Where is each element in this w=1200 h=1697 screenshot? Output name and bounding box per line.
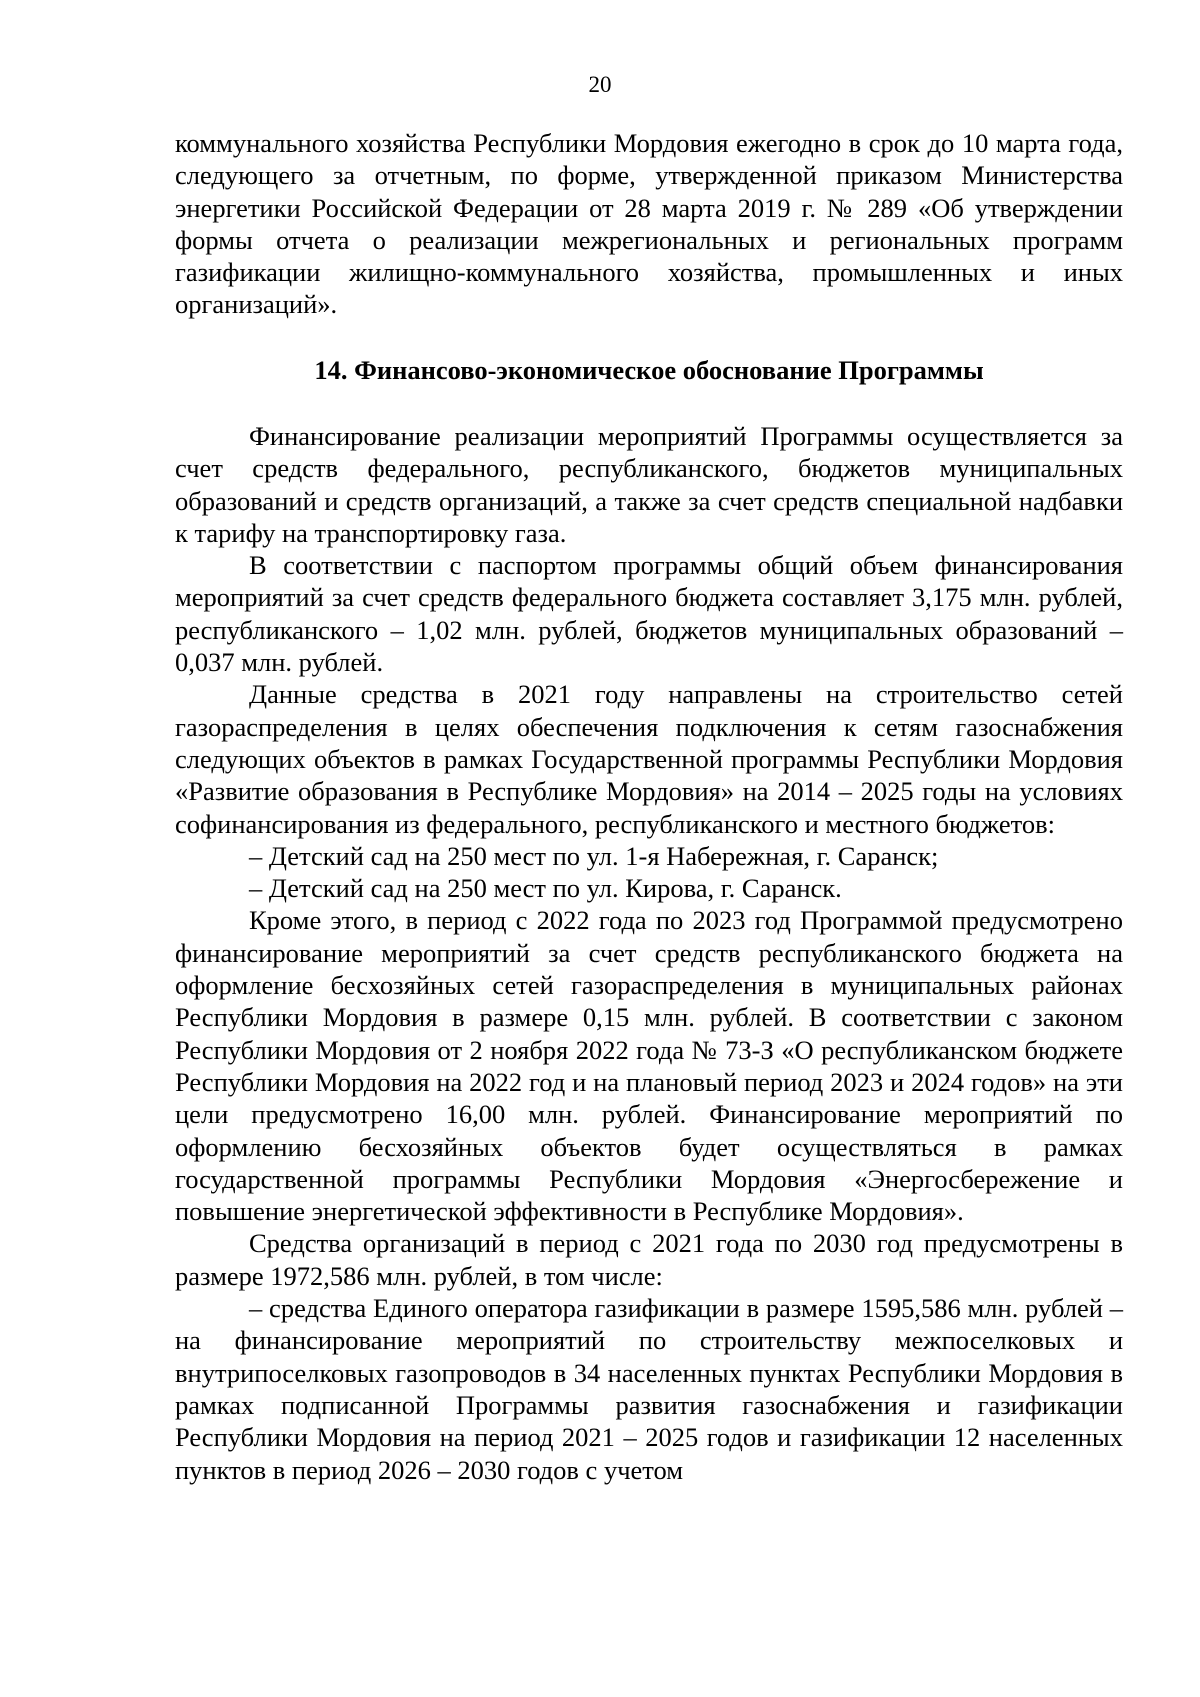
page-number: 20 [588,72,612,97]
section-heading: 14. Финансово-экономическое обоснование Программы [314,355,984,385]
intro-paragraph: коммунального хозяйства Республики Мордовия ежегодно в срок до 10 марта года, следующего за отчетным, по форме, утвержденной приказом Министерства энергетики Российской Федерации от 28 марта 2019 г. № 289 «Об утверждении формы отчета о реализации межрегиональных и региональных программ газификации жилищно-коммунального хозяйства, промышленных и иных организаций». [175,128,1123,320]
paragraph-passport-volume: В соответствии с паспортом программы общий объем финансирования мероприятий за счет средств федерального бюджета составляет 3,175 млн. рублей, республиканского – 1,02 млн. рублей, бюджетов муниципальных образований – 0,037 млн. рублей. [175,550,1123,678]
paragraph-2021-funds: Данные средства в 2021 году направлены на строительство сетей газораспределения в целях обеспечения подключения к сетям газоснабжения следующих объектов в рамках Государственной программы Республики Мордовия «Развитие образования в Республике Мордовия» на 2014 – 2025 годы на условиях софинансирования из федерального, республиканского и местного бюджетов: [175,679,1123,839]
intro-text [175,127,1123,321]
paragraph-organizations-funds: Средства организаций в период с 2021 года по 2030 год предусмотрены в размере 1972,586 млн. рублей, в том числе: [175,1228,1123,1291]
list-item-kindergarten-1: – Детский сад на 250 мест по ул. 1-я Набережная, г. Саранск; [249,840,939,871]
list-item-gas-operator-funds: – средства Единого оператора газификации в размере 1595,586 млн. рублей – на финансирование мероприятий по строительству межпоселковых и внутрипоселковых газопроводов в 34 населенных пунктах Республики Мордовия в рамках подписанной Программы развития газоснабжения и газификации Республики Мордовия на период 2021 – 2025 годов и газификации 12 населенных пунктов в период 2026 – 2030 годов с учетом [175,1293,1123,1485]
section-body [175,420,1123,1486]
paragraph-financing-sources: Финансирование реализации мероприятий Программы осуществляется за счет средств федерального, республиканского, бюджетов муниципальных образований и средств организаций, а также за счет средств специальной надбавки к тарифу на транспортировку газа. [175,421,1123,548]
list-item-kindergarten-2: – Детский сад на 250 мест по ул. Кирова, г. Саранск. [249,873,842,904]
paragraph-2022-2023-funding: Кроме этого, в период с 2022 года по 2023 год Программой предусмотрено финансирование мероприятий за счет средств республиканского бюджета на оформление бесхозяйных сетей газораспределения в муниципальных районах Республики Мордовия в размере 0,15 млн. рублей. В соответствии с законом Республики Мордовия от 2 ноября 2022 года № 73-З «О республиканском бюджете Республики Мордовия на 2022 год и на плановый период 2023 и 2024 годов» на эти цели предусмотрено 16,00 млн. рублей. Финансирование мероприятий по оформлению бесхозяйных объектов будет осуществляться в рамках государственной программы Республики Мордовия «Энергосбережение и повышение энергетической эффективности в Республике Мордовия». [175,905,1123,1227]
